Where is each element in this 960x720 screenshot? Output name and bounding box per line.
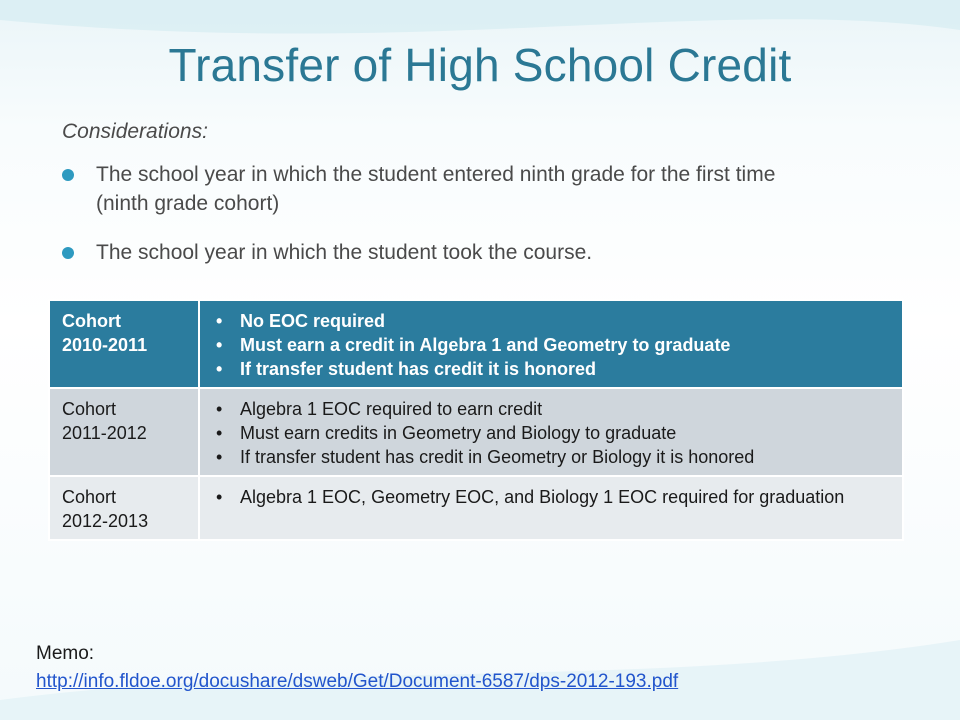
requirement-item: • Must earn a credit in Algebra 1 and Geometry to graduate xyxy=(212,333,890,357)
bullet-icon xyxy=(62,169,74,181)
memo-link[interactable]: http://info.fldoe.org/docushare/dsweb/Get/Document-6587/dps-2012-193.pdf xyxy=(36,671,679,692)
requirement-item: • Algebra 1 EOC required to earn credit xyxy=(212,397,890,421)
requirement-item: • Must earn credits in Geometry and Biology to graduate xyxy=(212,421,890,445)
cohort-years: 2011-2012 xyxy=(62,423,147,443)
table-row xyxy=(49,476,903,540)
requirements-cell xyxy=(199,388,903,476)
requirement-item: • If transfer student has credit it is honored xyxy=(212,357,890,381)
consideration-text: The school year in which the student entered ninth grade for the first time (ninth grade cohort) xyxy=(96,163,776,215)
table-row xyxy=(49,300,903,388)
cohort-years: 2012-2013 xyxy=(62,511,149,531)
requirement-item: • If transfer student has credit in Geometry or Biology it is honored xyxy=(212,445,890,469)
cohort-label: Cohort xyxy=(62,311,121,331)
considerations-label: Considerations: xyxy=(62,120,208,143)
cohort-years: 2010-2011 xyxy=(62,335,148,355)
cohort-cell xyxy=(49,300,199,388)
consideration-text: The school year in which the student took the course. xyxy=(96,241,593,264)
requirement-item: • Algebra 1 EOC, Geometry EOC, and Biology 1 EOC required for graduation xyxy=(212,485,890,509)
bullet-icon xyxy=(62,247,74,259)
memo-section xyxy=(36,643,678,693)
cohort-table xyxy=(48,299,904,541)
considerations-list xyxy=(62,160,822,267)
consideration-item xyxy=(62,238,822,267)
requirements-list xyxy=(212,309,890,381)
cohort-label: Cohort xyxy=(62,399,117,419)
cohort-cell xyxy=(49,388,199,476)
cohort-cell xyxy=(49,476,199,540)
table-row xyxy=(49,388,903,476)
consideration-item xyxy=(62,160,822,218)
requirements-cell xyxy=(199,476,903,540)
requirements-list xyxy=(212,397,890,469)
memo-label: Memo: xyxy=(36,643,95,664)
requirements-cell xyxy=(199,300,903,388)
requirements-list xyxy=(212,485,890,509)
requirement-item: • No EOC required xyxy=(212,309,890,333)
slide-title: Transfer of High School Credit xyxy=(168,39,792,91)
cohort-label: Cohort xyxy=(62,487,117,507)
